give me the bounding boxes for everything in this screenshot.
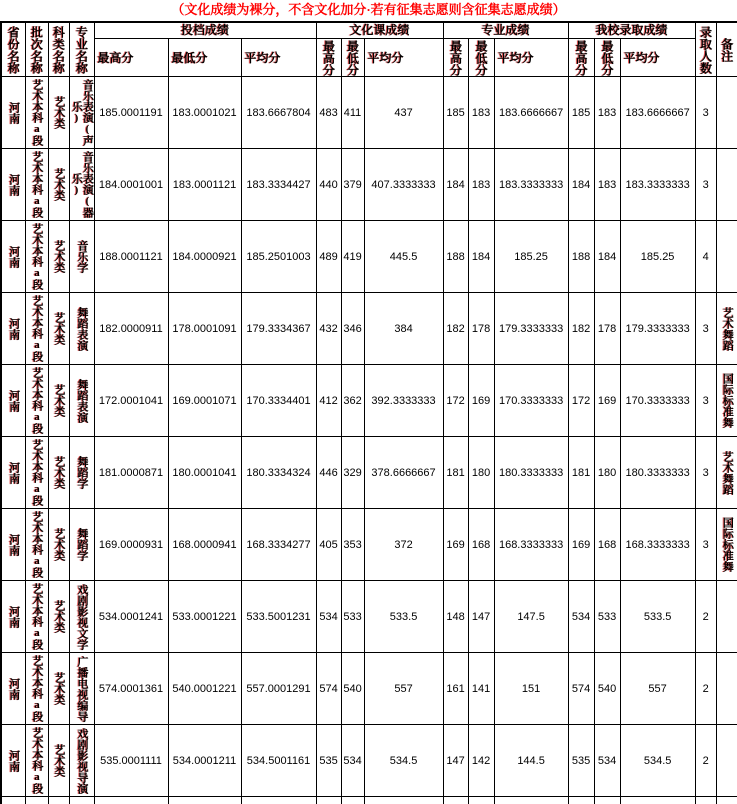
cell-wenhua-1: 533 bbox=[341, 581, 364, 653]
cell-province: 河南 bbox=[1, 437, 25, 509]
cell-wenhua-2: 557 bbox=[364, 653, 443, 725]
cell-batch: 艺术本科a段 bbox=[25, 509, 48, 581]
cell-woxiao-0: 188 bbox=[568, 221, 594, 293]
sub-header-woxiao-max: 最高分 bbox=[568, 39, 594, 77]
cell-category: 艺术类 bbox=[48, 509, 69, 581]
cell-zhuanye-0: 169 bbox=[443, 509, 468, 581]
cell-toudang-0: 184.0001001 bbox=[94, 149, 168, 221]
cell-toudang-2: 168.3334277 bbox=[241, 509, 316, 581]
cell-woxiao-1: 169 bbox=[594, 365, 620, 437]
cell-wenhua-0: 432 bbox=[316, 293, 341, 365]
cell-batch: 艺术本科a段 bbox=[25, 77, 48, 149]
cell-wenhua-1: 411 bbox=[341, 77, 364, 149]
cell-wenhua-2: 407.3333333 bbox=[364, 149, 443, 221]
cell-toudang-2: 534.5001161 bbox=[241, 725, 316, 797]
cell-wenhua-0: 446 bbox=[316, 437, 341, 509]
cell-wenhua-0: 405 bbox=[316, 509, 341, 581]
cell-wenhua-2: 372 bbox=[364, 509, 443, 581]
cell-province: 河南 bbox=[1, 77, 25, 149]
cell-empty bbox=[594, 797, 620, 804]
cell-category: 艺术类 bbox=[48, 725, 69, 797]
group-header-zhuanye: 专业成绩 bbox=[443, 22, 568, 39]
cell-count: 3 bbox=[695, 149, 716, 221]
cell-zhuanye-0: 147 bbox=[443, 725, 468, 797]
cell-woxiao-2: 557 bbox=[620, 653, 695, 725]
cell-remark: 国际标准舞 bbox=[716, 365, 737, 437]
cell-category: 艺术类 bbox=[48, 293, 69, 365]
cell-batch: 艺术本科a段 bbox=[25, 653, 48, 725]
cell-major: 音乐表演(器乐) bbox=[69, 149, 94, 221]
sub-header-wenhua-avg: 平均分 bbox=[364, 39, 443, 77]
cell-count: 2 bbox=[695, 725, 716, 797]
cell-category: 艺术类 bbox=[48, 653, 69, 725]
cell-batch: 艺术本科a段 bbox=[25, 581, 48, 653]
col-header-batch: 批次名称 bbox=[25, 22, 48, 77]
cell-wenhua-2: 392.3333333 bbox=[364, 365, 443, 437]
sub-header-woxiao-avg: 平均分 bbox=[620, 39, 695, 77]
cell-zhuanye-2: 147.5 bbox=[494, 581, 568, 653]
cell-woxiao-2: 168.3333333 bbox=[620, 509, 695, 581]
cell-woxiao-1: 168 bbox=[594, 509, 620, 581]
cell-woxiao-0: 184 bbox=[568, 149, 594, 221]
cell-zhuanye-2: 170.3333333 bbox=[494, 365, 568, 437]
cell-wenhua-1: 534 bbox=[341, 725, 364, 797]
cell-toudang-0: 182.0000911 bbox=[94, 293, 168, 365]
cell-woxiao-0: 169 bbox=[568, 509, 594, 581]
cell-toudang-0: 181.0000871 bbox=[94, 437, 168, 509]
cell-category: 艺术类 bbox=[48, 437, 69, 509]
cell-zhuanye-2: 185.25 bbox=[494, 221, 568, 293]
cell-major: 音乐学 bbox=[69, 221, 94, 293]
cell-woxiao-1: 534 bbox=[594, 725, 620, 797]
cell-empty bbox=[620, 797, 695, 804]
cell-wenhua-1: 353 bbox=[341, 509, 364, 581]
cell-empty bbox=[241, 797, 316, 804]
cell-toudang-0: 185.0001191 bbox=[94, 77, 168, 149]
cell-toudang-0: 534.0001241 bbox=[94, 581, 168, 653]
table-row bbox=[1, 437, 737, 509]
cell-zhuanye-0: 185 bbox=[443, 77, 468, 149]
cell-woxiao-1: 178 bbox=[594, 293, 620, 365]
group-header-wenhua: 文化课成绩 bbox=[316, 22, 443, 39]
cell-zhuanye-1: 147 bbox=[468, 581, 494, 653]
cell-toudang-0: 169.0000931 bbox=[94, 509, 168, 581]
cell-wenhua-1: 329 bbox=[341, 437, 364, 509]
cell-zhuanye-2: 183.6666667 bbox=[494, 77, 568, 149]
cell-empty bbox=[69, 797, 94, 804]
cell-toudang-2: 170.3334401 bbox=[241, 365, 316, 437]
sub-header-zhuanye-min: 最低分 bbox=[468, 39, 494, 77]
group-header-toudang: 投档成绩 bbox=[94, 22, 316, 39]
cell-woxiao-1: 183 bbox=[594, 149, 620, 221]
table-header bbox=[1, 22, 737, 77]
cell-wenhua-1: 379 bbox=[341, 149, 364, 221]
cell-woxiao-0: 185 bbox=[568, 77, 594, 149]
cell-batch: 艺术本科a段 bbox=[25, 221, 48, 293]
cell-toudang-1: 540.0001221 bbox=[168, 653, 241, 725]
cell-empty bbox=[468, 797, 494, 804]
cell-batch: 艺术本科a段 bbox=[25, 437, 48, 509]
cell-zhuanye-2: 151 bbox=[494, 653, 568, 725]
cell-toudang-0: 188.0001121 bbox=[94, 221, 168, 293]
cell-count: 4 bbox=[695, 221, 716, 293]
cell-wenhua-2: 445.5 bbox=[364, 221, 443, 293]
cell-major: 戏剧影视文学 bbox=[69, 581, 94, 653]
cell-woxiao-1: 183 bbox=[594, 77, 620, 149]
cell-empty bbox=[443, 797, 468, 804]
cell-toudang-2: 557.0001291 bbox=[241, 653, 316, 725]
cell-woxiao-2: 534.5 bbox=[620, 725, 695, 797]
sub-header-toudang-avg: 平均分 bbox=[241, 39, 316, 77]
col-header-province: 省份名称 bbox=[1, 22, 25, 77]
sub-header-wenhua-min: 最低分 bbox=[341, 39, 364, 77]
cell-empty bbox=[568, 797, 594, 804]
cell-woxiao-2: 179.3333333 bbox=[620, 293, 695, 365]
cell-major: 舞蹈学 bbox=[69, 437, 94, 509]
cell-woxiao-2: 183.3333333 bbox=[620, 149, 695, 221]
cell-zhuanye-1: 142 bbox=[468, 725, 494, 797]
score-table-body bbox=[1, 77, 737, 804]
cell-zhuanye-1: 178 bbox=[468, 293, 494, 365]
cell-zhuanye-0: 184 bbox=[443, 149, 468, 221]
cell-wenhua-1: 346 bbox=[341, 293, 364, 365]
cell-zhuanye-2: 180.3333333 bbox=[494, 437, 568, 509]
cell-batch: 艺术本科a段 bbox=[25, 293, 48, 365]
cell-toudang-1: 168.0000941 bbox=[168, 509, 241, 581]
cell-woxiao-0: 182 bbox=[568, 293, 594, 365]
sub-header-toudang-min: 最低分 bbox=[168, 39, 241, 77]
cell-province: 河南 bbox=[1, 581, 25, 653]
cell-empty bbox=[1, 797, 25, 804]
cell-zhuanye-2: 179.3333333 bbox=[494, 293, 568, 365]
cell-empty bbox=[364, 797, 443, 804]
cell-wenhua-2: 384 bbox=[364, 293, 443, 365]
cell-category: 艺术类 bbox=[48, 77, 69, 149]
table-row bbox=[1, 293, 737, 365]
cell-woxiao-2: 533.5 bbox=[620, 581, 695, 653]
cell-count: 3 bbox=[695, 293, 716, 365]
cell-woxiao-2: 183.6666667 bbox=[620, 77, 695, 149]
cell-toudang-2: 185.2501003 bbox=[241, 221, 316, 293]
cell-toudang-0: 172.0001041 bbox=[94, 365, 168, 437]
cell-wenhua-2: 533.5 bbox=[364, 581, 443, 653]
cell-wenhua-0: 483 bbox=[316, 77, 341, 149]
cell-woxiao-1: 533 bbox=[594, 581, 620, 653]
table-row bbox=[1, 221, 737, 293]
cell-toudang-1: 534.0001211 bbox=[168, 725, 241, 797]
cell-empty bbox=[695, 797, 716, 804]
cell-major: 舞蹈表演 bbox=[69, 365, 94, 437]
cell-toudang-2: 183.6667804 bbox=[241, 77, 316, 149]
cell-wenhua-1: 419 bbox=[341, 221, 364, 293]
cell-toudang-2: 179.3334367 bbox=[241, 293, 316, 365]
cell-zhuanye-2: 183.3333333 bbox=[494, 149, 568, 221]
cell-zhuanye-1: 183 bbox=[468, 149, 494, 221]
cell-woxiao-0: 181 bbox=[568, 437, 594, 509]
cell-toudang-1: 533.0001221 bbox=[168, 581, 241, 653]
cell-zhuanye-0: 182 bbox=[443, 293, 468, 365]
cell-wenhua-0: 412 bbox=[316, 365, 341, 437]
table-row-partial bbox=[1, 797, 737, 804]
page-title: （文化成绩为裸分，不含文化加分·若有征集志愿则含征集志愿成绩） bbox=[171, 2, 566, 17]
cell-province: 河南 bbox=[1, 221, 25, 293]
cell-count: 3 bbox=[695, 365, 716, 437]
cell-wenhua-0: 574 bbox=[316, 653, 341, 725]
cell-toudang-1: 184.0000921 bbox=[168, 221, 241, 293]
cell-remark: 艺术舞蹈 bbox=[716, 437, 737, 509]
cell-zhuanye-1: 168 bbox=[468, 509, 494, 581]
cell-toudang-1: 183.0001021 bbox=[168, 77, 241, 149]
cell-province: 河南 bbox=[1, 509, 25, 581]
cell-woxiao-2: 170.3333333 bbox=[620, 365, 695, 437]
cell-zhuanye-2: 168.3333333 bbox=[494, 509, 568, 581]
cell-remark bbox=[716, 77, 737, 149]
cell-count: 2 bbox=[695, 581, 716, 653]
cell-count: 3 bbox=[695, 509, 716, 581]
col-header-category: 科类名称 bbox=[48, 22, 69, 77]
cell-woxiao-2: 180.3333333 bbox=[620, 437, 695, 509]
cell-woxiao-1: 184 bbox=[594, 221, 620, 293]
cell-category: 艺术类 bbox=[48, 221, 69, 293]
col-header-major: 专业名称 bbox=[69, 22, 94, 77]
cell-province: 河南 bbox=[1, 149, 25, 221]
cell-wenhua-0: 535 bbox=[316, 725, 341, 797]
cell-empty bbox=[25, 797, 48, 804]
cell-batch: 艺术本科a段 bbox=[25, 365, 48, 437]
cell-category: 艺术类 bbox=[48, 581, 69, 653]
cell-zhuanye-0: 181 bbox=[443, 437, 468, 509]
cell-remark bbox=[716, 581, 737, 653]
header-group-row bbox=[1, 22, 737, 39]
cell-woxiao-1: 540 bbox=[594, 653, 620, 725]
sub-header-zhuanye-max: 最高分 bbox=[443, 39, 468, 77]
cell-toudang-1: 178.0001091 bbox=[168, 293, 241, 365]
table-row bbox=[1, 77, 737, 149]
cell-empty bbox=[316, 797, 341, 804]
cell-wenhua-0: 440 bbox=[316, 149, 341, 221]
col-header-count: 录取人数 bbox=[695, 22, 716, 77]
cell-remark bbox=[716, 149, 737, 221]
cell-toudang-2: 533.5001231 bbox=[241, 581, 316, 653]
cell-zhuanye-0: 188 bbox=[443, 221, 468, 293]
cell-woxiao-0: 534 bbox=[568, 581, 594, 653]
cell-remark bbox=[716, 725, 737, 797]
cell-major: 戏剧影视导演 bbox=[69, 725, 94, 797]
cell-empty bbox=[168, 797, 241, 804]
cell-wenhua-1: 362 bbox=[341, 365, 364, 437]
cell-remark bbox=[716, 653, 737, 725]
cell-wenhua-2: 437 bbox=[364, 77, 443, 149]
col-header-remark: 备注 bbox=[716, 22, 737, 77]
table-row bbox=[1, 365, 737, 437]
table-row bbox=[1, 581, 737, 653]
cell-batch: 艺术本科a段 bbox=[25, 725, 48, 797]
cell-empty bbox=[48, 797, 69, 804]
cell-empty bbox=[94, 797, 168, 804]
cell-toudang-0: 535.0001111 bbox=[94, 725, 168, 797]
sub-header-woxiao-min: 最低分 bbox=[594, 39, 620, 77]
table-row bbox=[1, 725, 737, 797]
cell-woxiao-0: 172 bbox=[568, 365, 594, 437]
cell-wenhua-0: 489 bbox=[316, 221, 341, 293]
cell-major: 音乐表演(声乐) bbox=[69, 77, 94, 149]
score-table bbox=[0, 21, 737, 804]
table-row bbox=[1, 653, 737, 725]
cell-zhuanye-2: 144.5 bbox=[494, 725, 568, 797]
cell-zhuanye-0: 172 bbox=[443, 365, 468, 437]
cell-wenhua-1: 540 bbox=[341, 653, 364, 725]
sub-header-wenhua-max: 最高分 bbox=[316, 39, 341, 77]
cell-major: 广播电视编导 bbox=[69, 653, 94, 725]
cell-woxiao-1: 180 bbox=[594, 437, 620, 509]
cell-batch: 艺术本科a段 bbox=[25, 149, 48, 221]
cell-zhuanye-1: 184 bbox=[468, 221, 494, 293]
cell-major: 舞蹈学 bbox=[69, 509, 94, 581]
table-row bbox=[1, 149, 737, 221]
cell-remark bbox=[716, 221, 737, 293]
cell-major: 舞蹈表演 bbox=[69, 293, 94, 365]
cell-remark: 艺术舞蹈 bbox=[716, 293, 737, 365]
cell-province: 河南 bbox=[1, 293, 25, 365]
cell-toudang-1: 169.0001071 bbox=[168, 365, 241, 437]
cell-empty bbox=[716, 797, 737, 804]
cell-toudang-1: 180.0001041 bbox=[168, 437, 241, 509]
cell-category: 艺术类 bbox=[48, 149, 69, 221]
cell-count: 3 bbox=[695, 77, 716, 149]
sub-header-toudang-max: 最高分 bbox=[94, 39, 168, 77]
cell-woxiao-0: 574 bbox=[568, 653, 594, 725]
cell-province: 河南 bbox=[1, 725, 25, 797]
cell-category: 艺术类 bbox=[48, 365, 69, 437]
cell-province: 河南 bbox=[1, 365, 25, 437]
cell-zhuanye-1: 141 bbox=[468, 653, 494, 725]
cell-toudang-1: 183.0001121 bbox=[168, 149, 241, 221]
group-header-woxiao: 我校录取成绩 bbox=[568, 22, 695, 39]
cell-woxiao-0: 535 bbox=[568, 725, 594, 797]
cell-count: 3 bbox=[695, 437, 716, 509]
cell-wenhua-2: 378.6666667 bbox=[364, 437, 443, 509]
cell-empty bbox=[494, 797, 568, 804]
cell-toudang-2: 180.3334324 bbox=[241, 437, 316, 509]
table-row bbox=[1, 509, 737, 581]
cell-zhuanye-1: 183 bbox=[468, 77, 494, 149]
cell-empty bbox=[341, 797, 364, 804]
cell-wenhua-2: 534.5 bbox=[364, 725, 443, 797]
cell-zhuanye-0: 148 bbox=[443, 581, 468, 653]
header-sub-row bbox=[1, 39, 737, 77]
cell-wenhua-0: 534 bbox=[316, 581, 341, 653]
cell-toudang-0: 574.0001361 bbox=[94, 653, 168, 725]
cell-zhuanye-1: 180 bbox=[468, 437, 494, 509]
cell-toudang-2: 183.3334427 bbox=[241, 149, 316, 221]
cell-zhuanye-1: 169 bbox=[468, 365, 494, 437]
sub-header-zhuanye-avg: 平均分 bbox=[494, 39, 568, 77]
cell-province: 河南 bbox=[1, 653, 25, 725]
cell-remark: 国际标准舞 bbox=[716, 509, 737, 581]
cell-zhuanye-0: 161 bbox=[443, 653, 468, 725]
cell-woxiao-2: 185.25 bbox=[620, 221, 695, 293]
cell-count: 2 bbox=[695, 653, 716, 725]
